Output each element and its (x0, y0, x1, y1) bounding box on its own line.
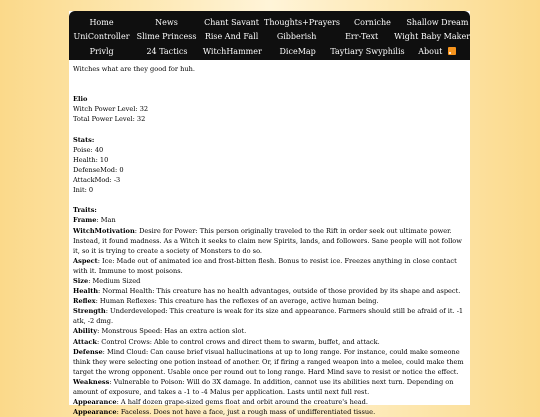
nav-taytiary-swyphilis[interactable]: Taytiary Swyphilis (330, 46, 405, 56)
nav-wight-baby-maker[interactable]: Wight Baby Maker (394, 32, 471, 42)
nav-chant-savant[interactable]: Chant Savant (204, 17, 259, 27)
trait-defense: Defense: Mind Cloud: Can cause brief visual hallucinations at up to long range. For instance, could make someone think they were selecting one potion instead of another. Or, if firing a ranged weapon into a melee, could make them target the wrong opponent. Usable once per round out to long range. Hard Mind save to resist or notice the effect. (73, 347, 464, 376)
nav-thoughts-prayers[interactable]: Thoughts+Prayers (264, 17, 340, 27)
main-content (69, 60, 470, 417)
witch-name: Elio (73, 95, 88, 104)
trait-size: Size: Medium Sized (73, 276, 141, 285)
trait-ability: Ability: Monstrous Speed: Has an extra action slot. (73, 327, 247, 336)
trait-reflex: Reflex: Human Reflexes: This creature has the reflexes of an average, active human being. (73, 297, 379, 306)
rss-icon[interactable] (448, 47, 456, 55)
trait-witch-motivation: WitchMotivation: Desire for Power: This person originally traveled to the Rift in order seek out ultimate power. Instead, it found madness. As a Witch it seeks to claim new Spirits, lands, and followers. Sane people will not follow it, so it is trying to create a society of Monsters to do so. (73, 226, 462, 255)
stats-heading: Stats: (73, 135, 95, 144)
trait-strength: Strength: Underdeveloped: This creature is weak for its size and appearance. Farmers should still be afraid of it. -1 atk, -2 dmg. (73, 307, 464, 326)
stat-health: Health: 10 (73, 155, 109, 164)
nav-gibberish[interactable]: Gibberish (276, 32, 317, 42)
witch-power-level: Witch Power Level: 32 (73, 105, 149, 114)
nav-about-wrap (405, 47, 470, 56)
stat-attackmod: AttackMod: -3 (73, 176, 121, 185)
nav-news[interactable]: News (155, 17, 178, 27)
trait-health: Health: Normal Health: This creature has no health advantages, outside of those provided by its shape and aspect. (73, 287, 461, 296)
stat-defensemod: DefenseMod: 0 (73, 165, 124, 174)
nav-shallow-dream[interactable]: Shallow Dream (406, 17, 469, 27)
trait-appearance-1: Appearance: A half dozen grape-sized gems float and orbit around the creature's head. (73, 398, 368, 407)
nav-corniche[interactable]: Corniche (354, 17, 391, 27)
trait-attack: Attack: Control Crows: Able to control crows and direct them to swarm, buffet, and attack. (73, 337, 380, 346)
nav-24-tactics[interactable]: 24 Tactics (146, 46, 188, 56)
nav-unicontroller[interactable]: UniController (73, 32, 130, 42)
nav-row-1 (69, 15, 470, 30)
nav-witchhammer[interactable]: WitchHammer (202, 46, 262, 56)
trait-appearance-2: Appearance: Faceless. Does not have a face, just a rough mass of undifferentiated tissue. (73, 408, 376, 417)
trait-weakness: Weakness: Vulnerable to Poison: Will do 3X damage. In addition, cannot use its abilities next turn. Depending on amount of exposure, and takes a -1 to -4 Malus per application. Lasts until next full rest. (73, 377, 454, 396)
traits-heading: Traits: (73, 206, 97, 215)
top-nav (69, 11, 470, 60)
stat-init: Init: 0 (73, 186, 94, 195)
nav-about[interactable]: About (418, 46, 443, 56)
nav-privlg[interactable]: Privlg (89, 46, 114, 56)
page-container (69, 11, 471, 417)
total-power-level: Total Power Level: 32 (73, 115, 146, 124)
nav-row-3 (69, 44, 470, 59)
nav-home[interactable]: Home (89, 17, 114, 27)
trait-frame: Frame: Man (73, 216, 116, 225)
nav-slime-princess[interactable]: Slime Princess (136, 32, 197, 42)
nav-rise-and-fall[interactable]: Rise And Fall (204, 32, 259, 42)
nav-row-2 (69, 30, 470, 45)
trait-aspect: Aspect: Ice: Made out of animated ice and frost-bitten flesh. Bonus to resist ice. Freezes anything in close contact with it. Immune to most poisons. (73, 256, 457, 275)
stat-poise: Poise: 40 (73, 145, 104, 154)
nav-err-text[interactable]: Err-Text (345, 32, 379, 42)
intro-text: Witches what are they good for huh. (73, 65, 195, 73)
nav-dicemap[interactable]: DiceMap (279, 46, 316, 56)
